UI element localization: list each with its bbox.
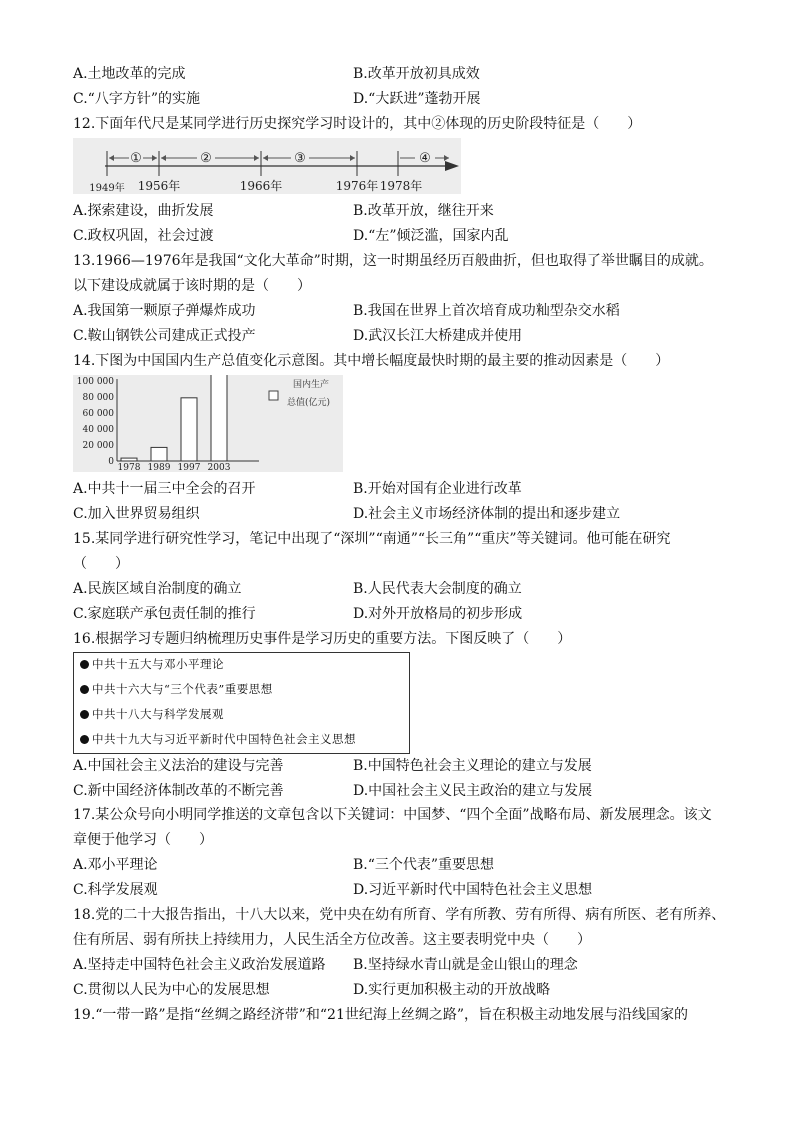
timeline-year-1978: 1978年 xyxy=(379,179,423,193)
q13-option-b: B.我国在世界上首次培育成功籼型杂交水稻 xyxy=(353,303,620,319)
q11-option-a: A.土地改革的完成 xyxy=(73,66,186,82)
q17-stem-line2: 章便于他学习（ ） xyxy=(73,832,213,848)
topic-text: 中共十六大与“三个代表”重要思想 xyxy=(92,682,273,696)
q18-option-c: C.贯彻以人民为中心的发展思想 xyxy=(73,982,270,998)
timeline-marker-3: ③ xyxy=(294,151,306,166)
bar-1989 xyxy=(151,447,167,461)
timeline-year-1956: 1956年 xyxy=(137,179,181,193)
x-tick-label: 1978 xyxy=(117,463,141,472)
q13-option-d: D.武汉长江大桥建成并使用 xyxy=(353,328,523,344)
q14-option-d: D.社会主义市场经济体制的提出和逐步建立 xyxy=(353,506,621,522)
q16-option-c: C.新中国经济体制改革的不断完善 xyxy=(73,783,284,799)
legend-swatch xyxy=(269,391,278,400)
q11-option-b: B.改革开放初具成效 xyxy=(353,66,480,82)
q12-stem: 12.下面年代尺是某同学进行历史探究学习时设计的，其中②体现的历史阶段特征是（ ） xyxy=(73,116,642,132)
q12-option-c: C.政权巩固，社会过渡 xyxy=(73,228,214,244)
q14-option-b: B.开始对国有企业进行改革 xyxy=(353,481,522,497)
topic-item xyxy=(80,731,356,747)
topic-text: 中共十九大与习近平新时代中国特色社会主义思想 xyxy=(92,732,356,746)
q13-stem-line2: 以下建设成就属于该时期的是（ ） xyxy=(73,278,311,294)
q16-stem: 16.根据学习专题归纳梳理历史事件是学习历史的重要方法。下图反映了（ ） xyxy=(73,631,572,647)
q15-stem: 15.某同学进行研究性学习，笔记中出现了“深圳”“南通”“长三角”“重庆”等关键词。他可能在研究 xyxy=(73,531,671,547)
y-tick-label: 20 000 xyxy=(82,441,114,451)
q14-option-a: A.中共十一届三中全会的召开 xyxy=(73,481,256,497)
bullet-icon xyxy=(80,735,89,744)
x-tick-label: 2003 xyxy=(207,463,231,472)
q13-option-c: C.鞍山钢铁公司建成正式投产 xyxy=(73,328,256,344)
bar-1978 xyxy=(121,458,137,461)
x-tick-label: 1989 xyxy=(147,463,171,472)
timeline-year-1966: 1966年 xyxy=(239,179,283,193)
y-tick-label: 0 xyxy=(108,457,114,467)
timeline-year-1976: 1976年 xyxy=(335,179,379,193)
x-tick-label: 1997 xyxy=(177,463,201,472)
y-tick-label: 60 000 xyxy=(82,409,114,419)
q12-option-b: B.改革开放，继往开来 xyxy=(353,203,494,219)
q16-option-a: A.中国社会主义法治的建设与完善 xyxy=(73,758,284,774)
q12-option-d: D.“左”倾泛滥，国家内乱 xyxy=(353,228,509,244)
q13-stem-line1: 13.1966—1976年是我国“文化大革命”时期，这一时期虽经历百般曲折，但也取得了举世瞩目的成就。 xyxy=(73,253,713,269)
gdp-chart-svg xyxy=(73,375,343,472)
q11-option-c: C.“八字方针”的实施 xyxy=(73,91,200,107)
y-tick-label: 100 000 xyxy=(76,377,114,387)
timeline-marker-4: ④ xyxy=(419,151,431,166)
topic-list-box xyxy=(73,652,410,754)
q18-option-d: D.实行更加积极主动的开放战略 xyxy=(353,982,551,998)
q18-option-a: A.坚持走中国特色社会主义政治发展道路 xyxy=(73,957,326,973)
bar-1997 xyxy=(181,398,197,461)
timeline-svg xyxy=(73,138,461,194)
q17-option-b: B.“三个代表”重要思想 xyxy=(353,857,495,873)
bullet-icon xyxy=(80,660,89,669)
y-tick-label: 80 000 xyxy=(82,393,114,403)
q18-stem-line2: 住有所居、弱有所扶上持续用力，人民生活全方位改善。这主要表明党中央（ ） xyxy=(73,932,591,948)
q15-option-d: D.对外开放格局的初步形成 xyxy=(353,606,523,622)
gdp-chart xyxy=(73,375,343,472)
topic-item xyxy=(80,681,273,697)
legend-line2: 总值(亿元) xyxy=(287,398,331,408)
timeline-figure xyxy=(73,138,461,194)
topic-item xyxy=(80,656,224,672)
q15-option-c: C.家庭联产承包责任制的推行 xyxy=(73,606,256,622)
q18-stem-line1: 18.党的二十大报告指出，十八大以来，党中央在幼有所育、学有所教、劳有所得、病有所医、老有所养、 xyxy=(73,907,726,923)
q12-option-a: A.探索建设，曲折发展 xyxy=(73,203,214,219)
q19-stem-line1: 19.“一带一路”是指“丝绸之路经济带”和“21世纪海上丝绸之路”，旨在积极主动地发展与沿线国家的 xyxy=(73,1007,689,1023)
legend-line1: 国内生产 xyxy=(293,380,330,390)
q14-option-c: C.加入世界贸易组织 xyxy=(73,506,200,522)
topic-text: 中共十八大与科学发展观 xyxy=(92,707,224,721)
bullet-icon xyxy=(80,710,89,719)
topic-text: 中共十五大与邓小平理论 xyxy=(92,657,224,671)
q17-stem-line1: 17.某公众号向小明同学推送的文章包含以下关键词：中国梦、“四个全面”战略布局、新发展理念。该文 xyxy=(73,807,712,823)
q16-option-d: D.中国社会主义民主政治的建立与发展 xyxy=(353,783,593,799)
q17-option-c: C.科学发展观 xyxy=(73,882,158,898)
q13-option-a: A.我国第一颗原子弹爆炸成功 xyxy=(73,303,256,319)
q17-option-a: A.邓小平理论 xyxy=(73,857,158,873)
timeline-marker-2: ② xyxy=(200,151,212,166)
q11-option-d: D.“大跃进”蓬勃开展 xyxy=(353,91,481,107)
q18-option-b: B.坚持绿水青山就是金山银山的理念 xyxy=(353,957,578,973)
q15-option-b: B.人民代表大会制度的确立 xyxy=(353,581,522,597)
q16-option-b: B.中国特色社会主义理论的建立与发展 xyxy=(353,758,592,774)
q14-stem: 14.下图为中国国内生产总值变化示意图。其中增长幅度最快时期的最主要的推动因素是（ ） xyxy=(73,353,670,369)
y-tick-label: 40 000 xyxy=(82,425,114,435)
q15-stem-line2: （ ） xyxy=(73,556,129,572)
q17-option-d: D.习近平新时代中国特色社会主义思想 xyxy=(353,882,593,898)
bar-2003 xyxy=(211,375,227,461)
bullet-icon xyxy=(80,685,89,694)
q15-option-a: A.民族区域自治制度的确立 xyxy=(73,581,242,597)
topic-item xyxy=(80,706,224,722)
timeline-year-1949: 1949年 xyxy=(89,183,125,194)
timeline-marker-1: ① xyxy=(130,151,142,166)
